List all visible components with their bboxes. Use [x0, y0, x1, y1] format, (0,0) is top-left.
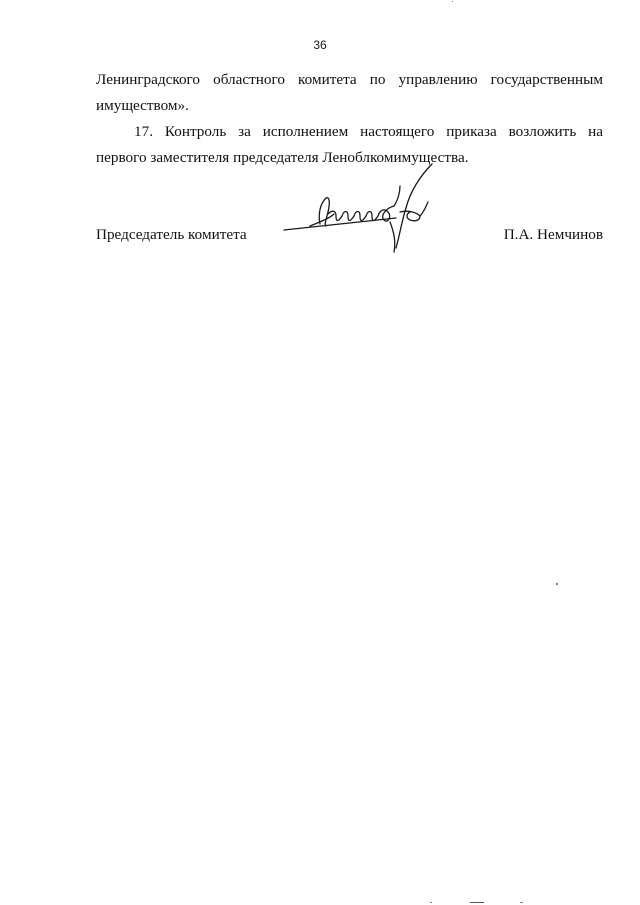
handwritten-signature [270, 162, 450, 262]
scan-speck [470, 902, 484, 903]
signer-name: П.А. Немчинов [503, 226, 603, 243]
paragraph-line: Ленинградского областного комитета по управлению государственным [96, 71, 603, 88]
scan-speck [556, 583, 558, 585]
paragraph-line: 17. Контроль за исполнением настоящего приказа возложить на [134, 123, 603, 140]
paragraph-line: первого заместителя председателя Леноблкомимущества. [96, 149, 469, 166]
paragraph-continuation [96, 67, 603, 119]
scan-speck [520, 902, 523, 903]
paragraph-line: имуществом». [96, 97, 189, 114]
signer-title: Председатель комитета [96, 226, 247, 243]
scan-speck [452, 1, 453, 2]
page-number: 36 [313, 38, 327, 52]
scan-speck [430, 902, 432, 903]
